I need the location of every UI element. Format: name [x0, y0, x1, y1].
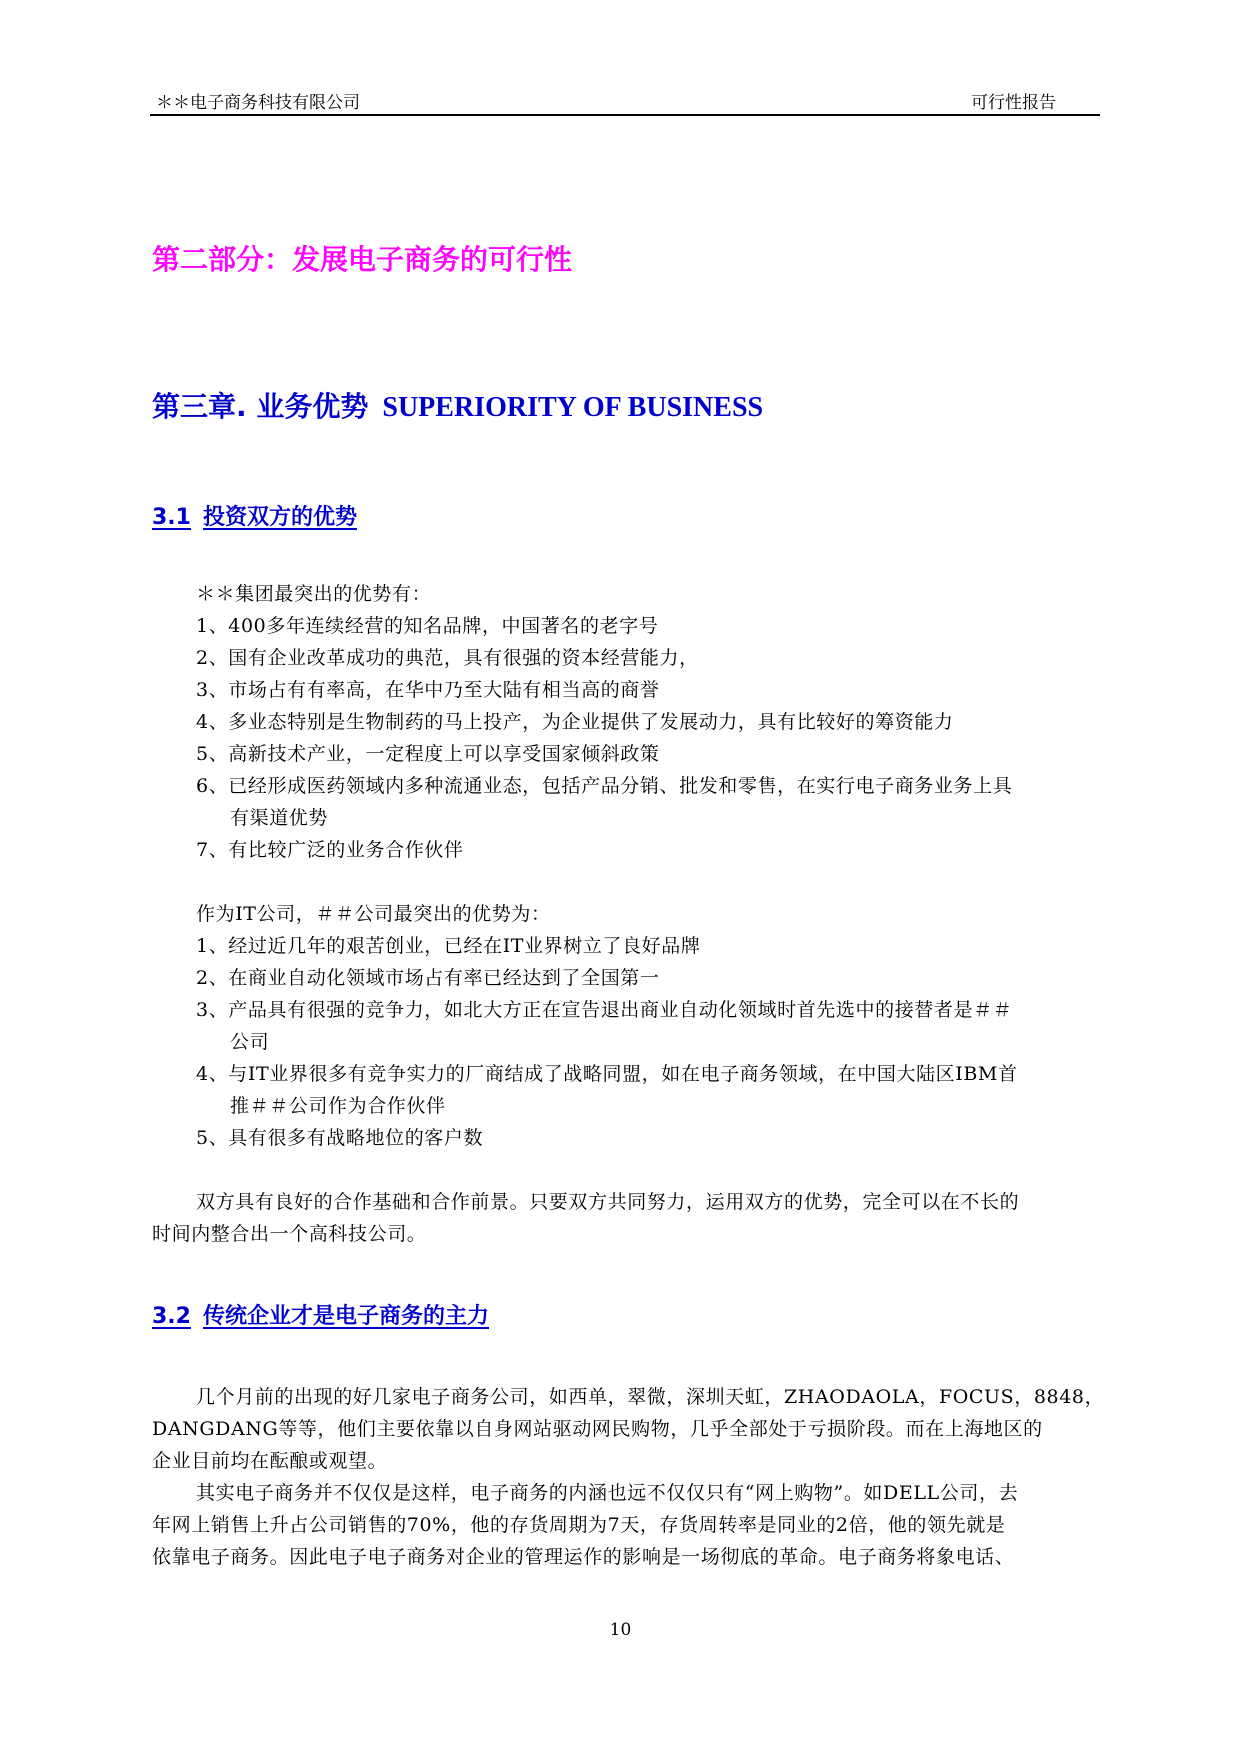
group-advantages-intro: ＊＊集团最突出的优势有：	[196, 583, 432, 605]
page-number: 10	[609, 1620, 632, 1640]
list-item: 4、多业态特别是生物制药的马上投产，为企业提供了发展动力，具有比较好的筹资能力	[196, 711, 954, 733]
page-header	[150, 88, 1100, 116]
list-item: 3、产品具有很强的竞争力，如北大方正在宣告退出商业自动化领域时首先选中的接替者是＃＃	[196, 999, 1013, 1021]
paragraph-line: 依靠电子商务。因此电子电子商务对企业的管理运作的影响是一场彻底的革命。电子商务将象电话、	[152, 1546, 1015, 1568]
list-item-continuation: 公司	[230, 1031, 270, 1053]
section-number: 3.1	[152, 505, 191, 530]
paragraph-line: 几个月前的出现的好几家电子商务公司，如西单，翠微，深圳天虹，ZHAODAOLA，FOCUS，8848，	[196, 1386, 1105, 1408]
list-item: 5、具有很多有战略地位的客户数	[196, 1127, 484, 1149]
paragraph-line: 年网上销售上升占公司销售的70%，他的存货周期为7天，存货周转率是同业的2倍，他的领先就是	[152, 1514, 1006, 1536]
list-item: 2、在商业自动化领域市场占有率已经达到了全国第一	[196, 967, 660, 989]
chapter-title-cn: 第三章. 业务优势	[152, 390, 369, 423]
list-item: 7、有比较广泛的业务合作伙伴	[196, 839, 464, 861]
list-item: 1、经过近几年的艰苦创业，已经在IT业界树立了良好品牌	[196, 935, 701, 957]
section-title: 投资双方的优势	[202, 505, 357, 530]
list-item: 2、国有企业改革成功的典范，具有很强的资本经营能力，	[196, 647, 699, 669]
section-heading-3-2	[152, 1299, 489, 1330]
list-item-continuation: 推＃＃公司作为合作伙伴	[230, 1095, 446, 1117]
paragraph-line: 时间内整合出一个高科技公司。	[152, 1223, 427, 1245]
chapter-title	[152, 385, 763, 425]
section-heading-3-1	[152, 500, 357, 531]
paragraph-line: 双方具有良好的合作基础和合作前景。只要双方共同努力，运用双方的优势，完全可以在不长的	[196, 1191, 1020, 1213]
paragraph-line: 企业目前均在酝酿或观望。	[152, 1450, 388, 1472]
header-doc-type: 可行性报告	[971, 93, 1056, 113]
list-item: 3、市场占有有率高，在华中乃至大陆有相当高的商誉	[196, 679, 660, 701]
list-item: 5、高新技术产业，一定程度上可以享受国家倾斜政策	[196, 743, 660, 765]
header-company: ＊＊电子商务科技有限公司	[156, 93, 360, 113]
section-number: 3.2	[152, 1304, 191, 1329]
paragraph-line: 其实电子商务并不仅仅是这样，电子商务的内涵也远不仅仅只有“网上购物”。如DELL公司，去	[196, 1482, 1019, 1504]
list-item-continuation: 有渠道优势	[230, 807, 329, 829]
chapter-title-en: SUPERIORITY OF BUSINESS	[382, 392, 764, 423]
part-title: 第二部分：发展电子商务的可行性	[152, 243, 573, 276]
section-title: 传统企业才是电子商务的主力	[202, 1304, 489, 1329]
list-item: 6、已经形成医药领域内多种流通业态，包括产品分销、批发和零售，在实行电子商务业务上具	[196, 775, 1013, 797]
list-item: 4、与IT业界很多有竞争实力的厂商结成了战略同盟，如在电子商务领域，在中国大陆区IBM首	[196, 1063, 1018, 1085]
paragraph-line: DANGDANG等等，他们主要依靠以自身网站驱动网民购物，几乎全部处于亏损阶段。而在上海地区的	[152, 1418, 1043, 1440]
list-item: 1、400多年连续经营的知名品牌，中国著名的老字号	[196, 615, 659, 637]
it-advantages-intro: 作为IT公司，＃＃公司最突出的优势为：	[196, 903, 551, 925]
